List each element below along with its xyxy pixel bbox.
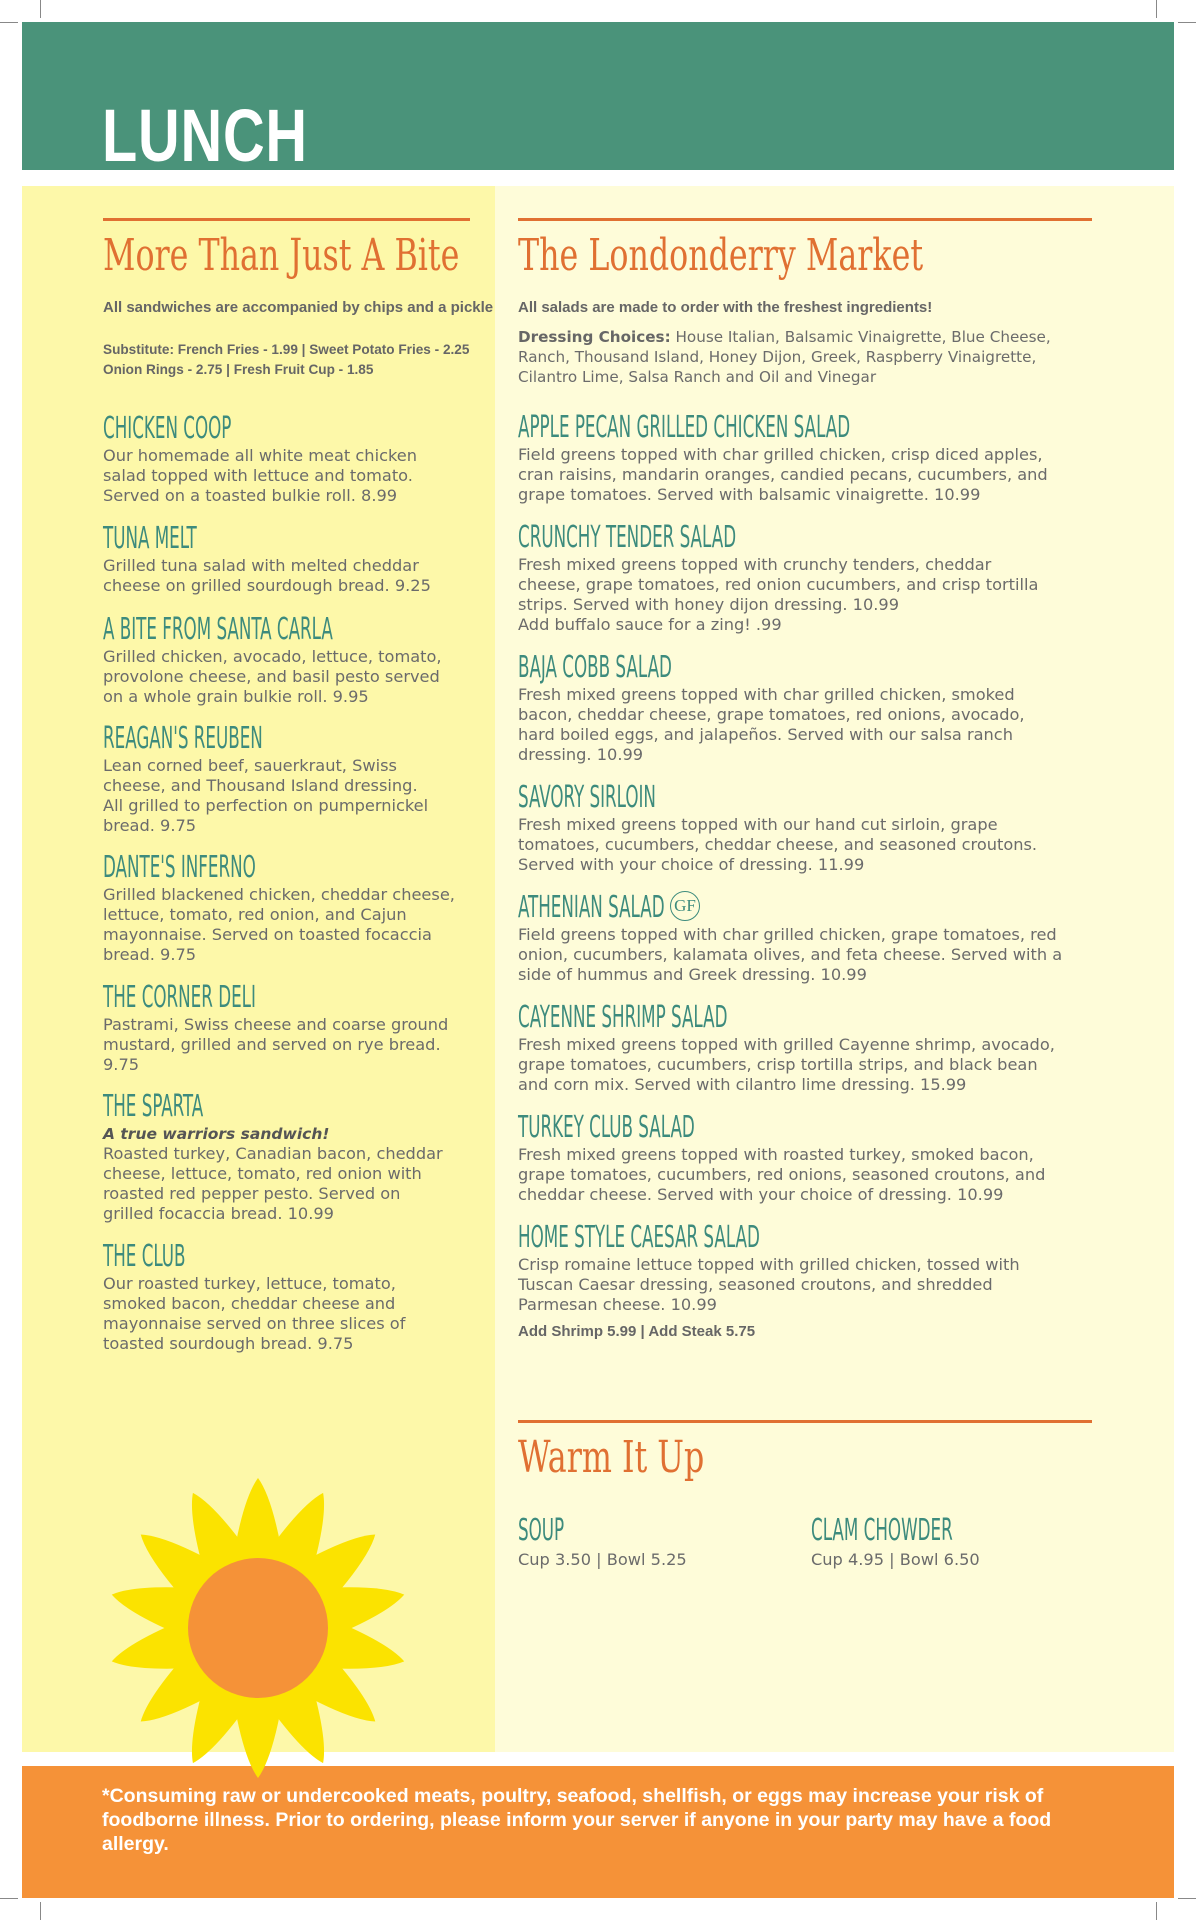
item-description: Our roasted turkey, lettuce, tomato, smoked bacon, cheddar cheese and mayonnaise served on three slices of toasted sourdough bread. 9.75: [103, 1274, 406, 1353]
crop-mark: [40, 0, 41, 18]
item-name: THE CLUB: [103, 1239, 186, 1274]
item-name: TURKEY CLUB SALAD: [518, 1110, 695, 1145]
crop-mark: [0, 22, 18, 23]
allergy-warning: *Consuming raw or undercooked meats, poultry, seafood, shellfish, or eggs may increase your risk of foodborne illness. Prior to ordering, please inform your server if anyone in your party may have a food allergy.: [102, 1785, 1052, 1855]
item-name: THE CORNER DELI: [103, 980, 256, 1015]
crop-mark: [1178, 1898, 1196, 1899]
item-heading: [518, 891, 1118, 925]
sunflower-illustration: [88, 1470, 428, 1790]
salads-title: The Londonderry Market: [518, 230, 924, 281]
item-description: Our homemade all white meat chicken salad topped with lettuce and tomato. Served on a toasted bulkie roll. 8.99: [103, 446, 417, 505]
crop-mark: [1156, 0, 1157, 18]
crop-mark: [1178, 22, 1196, 23]
item-description: Lean corned beef, sauerkraut, Swiss cheese, and Thousand Island dressing. All grilled to perfection on pumpernickel bread. 9.75: [103, 756, 429, 835]
menu-item: [518, 521, 1118, 635]
item-description: Grilled blackened chicken, cheddar cheese, lettuce, tomato, red onion, and Cajun mayonnaise. Served on toasted focaccia bread. 9.75: [103, 885, 455, 964]
item-name: CLAM CHOWDER: [811, 1513, 953, 1548]
section-rule: [518, 1420, 1092, 1423]
section-rule: [103, 218, 470, 221]
item-name: CAYENNE SHRIMP SALAD: [518, 1000, 728, 1035]
sandwiches-note: All sandwiches are accompanied by chips and a pickle: [103, 299, 494, 316]
sandwiches-title: More Than Just A Bite: [103, 230, 460, 281]
menu-item: [518, 411, 1118, 505]
item-description: Pastrami, Swiss cheese and coarse ground mustard, grilled and served on rye bread. 9.75: [103, 1015, 449, 1074]
menu-item: [811, 1514, 1071, 1570]
menu-item: [103, 722, 483, 836]
crop-mark: [40, 1902, 41, 1920]
salads-note: All salads are made to order with the freshest ingredients!: [518, 299, 933, 316]
item-description: Field greens topped with char grilled chicken, grape tomatoes, red onion, cucumbers, kalamata olives, and feta cheese. Served with a side of hummus and Greek dressing. 10.99: [518, 925, 1063, 984]
menu-item: [518, 1221, 1118, 1315]
menu-item: [103, 981, 483, 1075]
menu-item: [103, 1090, 483, 1224]
gluten-free-badge: GF: [670, 891, 700, 921]
menu-item: [518, 781, 1118, 875]
menu-item: [103, 412, 483, 506]
item-tagline: A true warriors sandwich!: [103, 1125, 330, 1143]
item-description: Cup 4.95 | Bowl 6.50: [811, 1550, 980, 1569]
item-name: HOME STYLE CAESAR SALAD: [518, 1220, 760, 1255]
menu-item: [518, 1514, 778, 1570]
menu-item: [518, 891, 1118, 985]
item-name: REAGAN'S REUBEN: [103, 721, 263, 756]
menu-item: [103, 1240, 483, 1354]
item-description: Field greens topped with char grilled chicken, crisp diced apples, cran raisins, mandarin oranges, candied pecans, cucumbers, and grape tomatoes. Served with balsamic vinaigrette. 10.99: [518, 445, 1048, 504]
item-name: BAJA COBB SALAD: [518, 650, 672, 685]
item-name: SOUP: [518, 1513, 565, 1548]
item-description: Grilled chicken, avocado, lettuce, tomato, provolone cheese, and basil pesto served on a whole grain bulkie roll. 9.95: [103, 647, 442, 706]
item-name: SAVORY SIRLOIN: [518, 780, 656, 815]
section-rule: [518, 218, 1092, 221]
item-description: Fresh mixed greens topped with crunchy tenders, cheddar cheese, grape tomatoes, red onion cucumbers, and crisp tortilla strips. Served with honey dijon dressing. 10.99 Add buffalo sauce for a zing! .99: [518, 555, 1039, 634]
item-name: ATHENIAN SALAD: [518, 890, 665, 925]
item-name: DANTE'S INFERNO: [103, 850, 256, 885]
crop-mark: [0, 1898, 18, 1899]
dressing-choices: [518, 327, 1078, 387]
soups-title: Warm It Up: [518, 1432, 705, 1483]
dressing-list: House Italian, Balsamic Vinaigrette, Blue Cheese, Ranch, Thousand Island, Honey Dijon, Greek, Raspberry Vinaigrette, Cilantro Lime, Salsa Ranch and Oil and Vinegar: [518, 328, 1051, 386]
item-name: CHICKEN COOP: [103, 411, 232, 446]
menu-item: [518, 1001, 1118, 1095]
substitute-line: Onion Rings - 2.75 | Fresh Fruit Cup - 1.85: [103, 362, 374, 377]
item-name: CRUNCHY TENDER SALAD: [518, 520, 737, 555]
item-description: Grilled tuna salad with melted cheddar cheese on grilled sourdough bread. 9.25: [103, 556, 431, 595]
substitute-line: Substitute: French Fries - 1.99 | Sweet Potato Fries - 2.25: [103, 342, 470, 357]
item-name: THE SPARTA: [103, 1089, 204, 1124]
item-description: Crisp romaine lettuce topped with grilled chicken, tossed with Tuscan Caesar dressing, seasoned croutons, and shredded Parmesan cheese. 10.99: [518, 1255, 1020, 1314]
menu-item: [103, 522, 483, 596]
item-name: A BITE FROM SANTA CARLA: [103, 612, 333, 647]
item-name: TUNA MELT: [103, 521, 197, 556]
sunflower-center: [188, 1558, 328, 1698]
item-name: APPLE PECAN GRILLED CHICKEN SALAD: [518, 410, 851, 445]
item-description: Cup 3.50 | Bowl 5.25: [518, 1550, 687, 1569]
item-description: Fresh mixed greens topped with char grilled chicken, smoked bacon, cheddar cheese, grape tomatoes, red onions, avocado, hard boiled eggs, and jalapeños. Served with our salsa ranch dressing. 10.99: [518, 685, 1025, 764]
item-description: Fresh mixed greens topped with roasted turkey, smoked bacon, grape tomatoes, cucumbers, red onions, seasoned croutons, and cheddar cheese. Served with your choice of dressing. 10.99: [518, 1145, 1046, 1204]
item-description: Fresh mixed greens topped with grilled Cayenne shrimp, avocado, grape tomatoes, cucumbers, crisp tortilla strips, and black bean and corn mix. Served with cilantro lime dressing. 15.99: [518, 1035, 1055, 1094]
menu-item: [103, 851, 483, 965]
menu-item: [518, 1111, 1118, 1205]
salad-addons: Add Shrimp 5.99 | Add Steak 5.75: [518, 1323, 756, 1340]
item-description: Roasted turkey, Canadian bacon, cheddar cheese, lettuce, tomato, red onion with roasted red pepper pesto. Served on grilled focaccia bread. 10.99: [103, 1144, 443, 1223]
menu-item: [103, 613, 483, 707]
menu-item: [518, 651, 1118, 765]
item-description: Fresh mixed greens topped with our hand cut sirloin, grape tomatoes, cucumbers, cheddar cheese, and seasoned croutons. Served with your choice of dressing. 11.99: [518, 815, 1038, 874]
crop-mark: [1156, 1902, 1157, 1920]
page-title: LUNCH: [102, 94, 308, 177]
dressing-label: Dressing Choices:: [518, 328, 671, 346]
